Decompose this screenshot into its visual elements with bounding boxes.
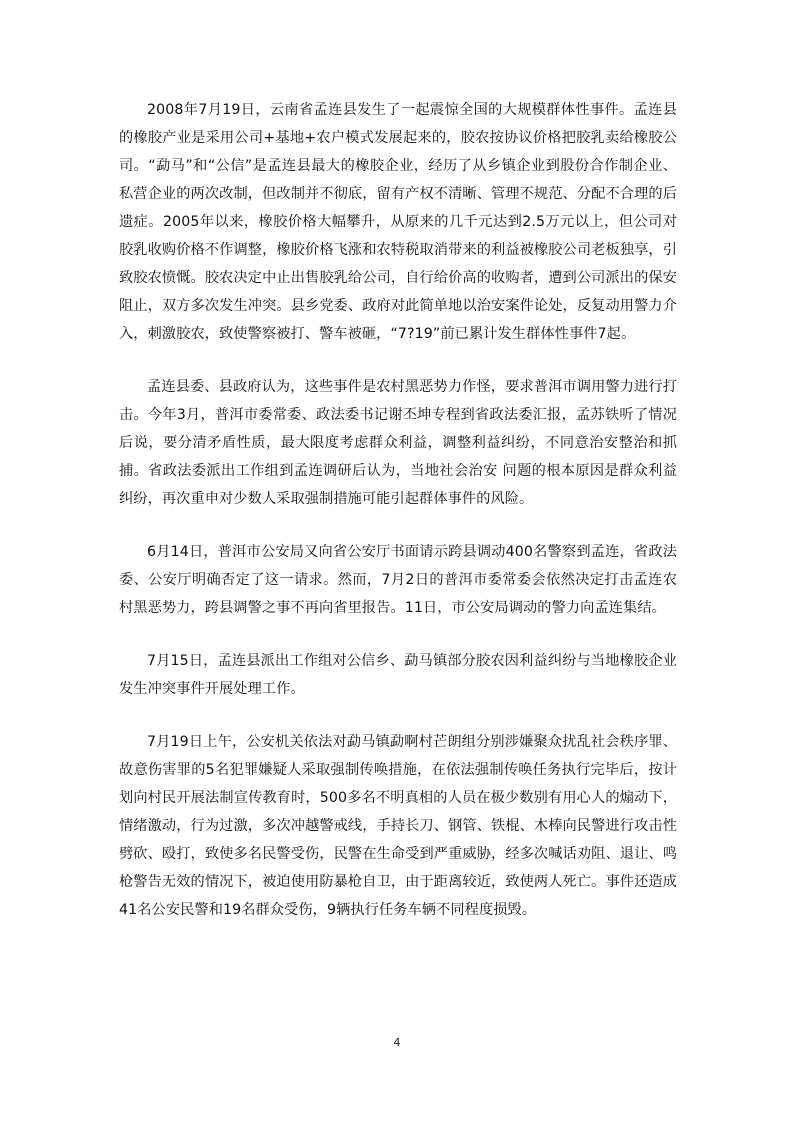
document-body	[119, 96, 677, 949]
page-number: 4	[393, 1036, 401, 1049]
paragraph-4: 7月15日，孟连县派出工作组对公信乡、勐马镇部分胶农因利益纠纷与当地橡胶企业发生冲突事件开展处理工作。	[119, 653, 677, 697]
paragraph-3: 6月14日，普洱市公安局又向省公安厅书面请示跨县调动400名警察到孟连，省政法委、公安厅明确否定了这一请求。然而，7月2日的普洱市委常委会依然决定打击孟连农村黑恶势力，跨县调警之事不再向省里报告。11日，市公安局调动的警力向孟连集结。	[119, 544, 677, 616]
paragraph-5: 7月19日上午，公安机关依法对勐马镇勐啊村芒朗组分别涉嫌聚众扰乱社会秩序罪、故意伤害罪的5名犯罪嫌疑人采取强制传唤措施，在依法强制传唤任务执行完毕后，按计划向村民开展法制宣传教育时，500多名不明真相的人员在极少数别有用心人的煽动下，情绪激动，行为过激，多次冲越警戒线，手持长刀、钢管、铁棍、木棒向民警进行攻击性劈砍、殴打，致使多名民警受伤，民警在生命受到严重威胁，经多次喊话劝阻、退让、鸣枪警告无效的情况下，被迫使用防暴枪自卫，由于距离较近，致使两人死亡。事件还造成41名公安民警和19名群众受伤，9辆执行任务车辆不同程度损毁。	[119, 734, 677, 918]
paragraph-2: 孟连县委、县政府认为，这些事件是农村黑恶势力作怪，要求普洱市调用警力进行打击。今年3月，普洱市委常委、政法委书记谢丕坤专程到省政法委汇报，孟苏铁听了情况后说，要分清矛盾性质，最大限度考虑群众利益，调整利益纠纷，不同意治安整治和抓捕。省政法委派出工作组到孟连调研后认为，当地社会治安 问题的根本原因是群众利益纠纷，再次重申对少数人采取强制措施可能引起群体事件的风险。	[119, 379, 677, 507]
paragraph-1: 2008年7月19日，云南省孟连县发生了一起震惊全国的大规模群体性事件。孟连县的橡胶产业是采用公司+基地+农户模式发展起来的，胶农按协议价格把胶乳卖给橡胶公司。“勐马”和“公信”是孟连县最大的橡胶企业，经历了从乡镇企业到股份合作制企业、私营企业的两次改制，但改制并不彻底，留有产权不清晰、管理不规范、分配不合理的后遗症。2005年以来，橡胶价格大幅攀升，从原来的几千元达到2.5万元以上，但公司对胶乳收购价格不作调整，橡胶价格飞涨和农特税取消带来的利益被橡胶公司老板独享，引致胶农愤慨。胶农决定中止出售胶乳给公司，自行给价高的收购者，遭到公司派出的保安阻止，双方多次发生冲突。县乡党委、政府对此简单地以治安案件论处，反复动用警力介入，刺激胶农，致使警察被打、警车被砸，“7?19”前已累计发生群体性事件7起。	[119, 102, 677, 342]
